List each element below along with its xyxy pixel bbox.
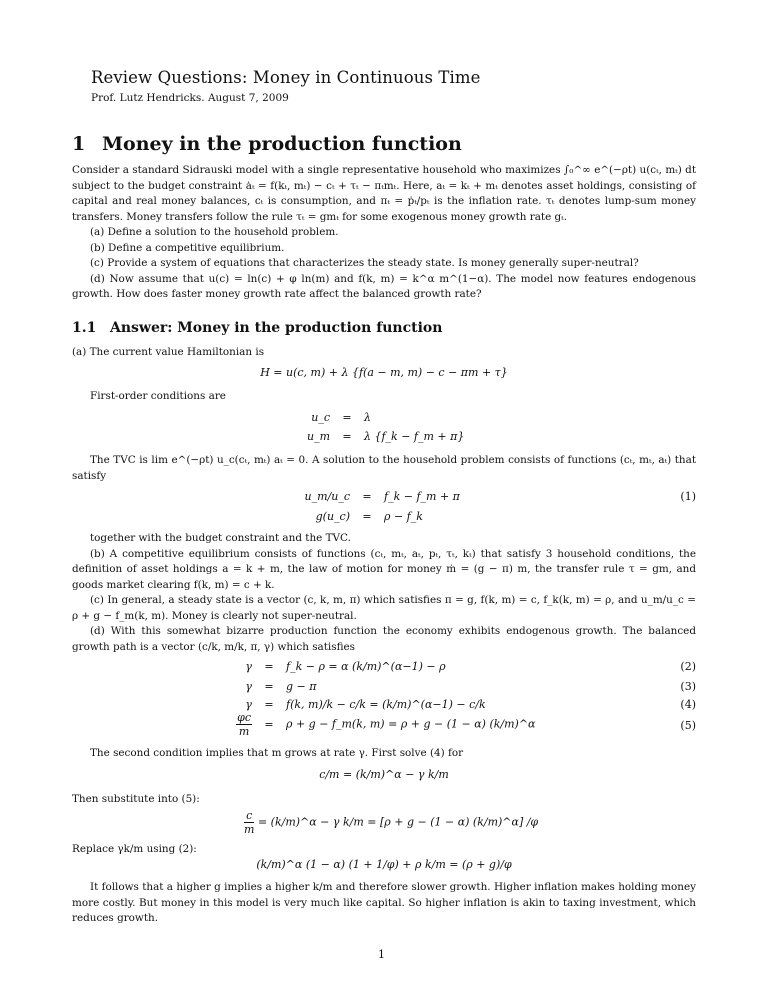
answer-b: (b) A competitive equilibrium consists of functions (cₜ, mₜ, aₜ, pₜ, τₜ, kₜ) that satisfy 3 household conditions, the definition of asset holdings a = k + m, the law of motion for money ṁ = (g − π) m, the transfer rule τ = gm, and goods market clearing f(k, m) = c + k.: [72, 547, 696, 591]
equation-relation: =: [264, 698, 274, 711]
equation-lhs: u_m/u_c: [304, 490, 350, 503]
system1-row: [265, 490, 460, 503]
equation-lhs: γ: [245, 680, 252, 693]
equation-relation: =: [362, 510, 372, 523]
budget-paragraph: together with the budget constraint and the TVC.: [90, 532, 351, 544]
substitute-paragraph: Then substitute into (5):: [72, 793, 200, 805]
question-d: (d) Now assume that u(c) = ln(c) + φ ln(m) and f(k, m) = k^α m^(1−α). The model now features endogenous growth. How does faster money growth rate affect the balanced growth rate?: [72, 272, 696, 300]
answer-body: [72, 531, 696, 655]
equation-rhs: ρ + g − f_m(k, m) = ρ + g − (1 − α) (k/m)^α: [286, 717, 536, 731]
equation-relation: =: [342, 411, 352, 424]
answer-d: (d) With this somewhat bizarre production function the economy exhibits endogenous growth. The balanced growth path is a vector (c/k, m/k, π, γ) which satisfies: [72, 625, 696, 653]
equation-rhs: f_k − f_m + π: [384, 490, 460, 503]
equation-lhs: [212, 711, 252, 738]
fraction: [244, 809, 254, 836]
equation-relation: =: [264, 717, 274, 731]
answer-c: (c) In general, a steady state is a vector (c, k, m, π) which satisfies π = g, f(k, m) = c, f_k(k, m) = ρ, and u_m/u_c = ρ + g − f_m(k, m). Money is clearly not super-neutral.: [72, 594, 696, 622]
equation-rhs: λ {f_k − f_m + π}: [364, 430, 465, 443]
equation-c-over-m: c/m = (k/m)^α − γ k/m: [319, 768, 449, 781]
foc-intro: First-order conditions are: [90, 390, 226, 402]
question-c: (c) Provide a system of equations that characterizes the steady state. Is money generally super-neutral?: [90, 257, 639, 269]
tvc-paragraph: The TVC is lim e^(−ρt) u_c(cₜ, mₜ) aₜ = 0. A solution to the household problem consists of functions (cₜ, mₜ, aₜ) that satisfy: [72, 454, 696, 482]
equation-lhs: u_c: [311, 411, 330, 424]
page-number: 1: [378, 948, 385, 961]
second-condition-paragraph: The second condition implies that m grows at rate γ. First solve (4) for: [90, 747, 464, 759]
equation-replacement: (k/m)^α (1 − α) (1 + 1/φ) + ρ k/m = (ρ + g)/φ: [256, 858, 512, 871]
document-authors: Prof. Lutz Hendricks. August 7, 2009: [91, 92, 289, 104]
equation-lhs: γ: [245, 698, 252, 711]
equation-rhs: ρ − f_k: [384, 510, 423, 523]
fraction-numerator: φc: [237, 711, 251, 724]
subsection-heading: [72, 320, 442, 336]
equation-rhs: λ: [364, 411, 371, 424]
equation-relation: =: [362, 490, 372, 503]
conclusion-paragraph: It follows that a higher g implies a higher k/m and therefore slower growth. Higher inflation makes holding money more costly. But money in this model is very much like capital. So higher inflation is akin to taxing investment, which reduces growth.: [72, 881, 696, 924]
equation-lhs: g(u_c): [315, 510, 350, 523]
system2-row: [212, 711, 536, 738]
document-title: Review Questions: Money in Continuous Time: [91, 68, 481, 87]
equation-rhs: f_k − ρ = α (k/m)^(α−1) − ρ: [286, 660, 446, 673]
equation-lhs: u_m: [306, 430, 330, 443]
foc-row: [270, 430, 464, 443]
equation-relation: =: [342, 430, 352, 443]
fraction-denominator: m: [244, 823, 255, 836]
system2-row: [212, 660, 446, 673]
equation-number-2: (2): [680, 660, 696, 673]
equation-hamiltonian: H = u(c, m) + λ {f(a − m, m) − c − πm + τ}: [260, 366, 508, 379]
equation-rhs: g − π: [286, 680, 317, 693]
equation-substitution: [244, 809, 538, 836]
equation-number-1: (1): [680, 490, 696, 503]
system2-row: [212, 698, 486, 711]
system2-row: [212, 680, 316, 693]
equation-number-3: (3): [680, 680, 696, 693]
foc-row: [270, 411, 371, 424]
fraction: [236, 711, 252, 738]
subsection-title: Answer: Money in the production function: [110, 320, 443, 336]
equation-rhs: = (k/m)^α − γ k/m = [ρ + g − (1 − α) (k/m)^α] /φ: [257, 815, 539, 829]
question-a: (a) Define a solution to the household problem.: [90, 226, 339, 238]
equation-relation: =: [264, 680, 274, 693]
equation-number-5: (5): [680, 719, 696, 732]
equation-lhs: γ: [245, 660, 252, 673]
section-intro: [72, 163, 696, 303]
section-title: Money in the production function: [102, 133, 462, 155]
equation-number-4: (4): [680, 698, 696, 711]
section-number: 1: [72, 133, 86, 155]
intro-paragraph: Consider a standard Sidrauski model with a single representative household who maximizes ∫₀^∞ e^(−ρt) u(cₜ, mₜ) dt subject to the budget constraint ȧₜ = f(kₜ, mₜ) − cₜ + τₜ − πₜmₜ. Here, aₜ = kₜ + mₜ denotes asset holdings, consisting of capital and real money balances, cₜ is consumption, and πₜ = ṗₜ/pₜ is the inflation rate. τₜ denotes lump-sum money transfers. Money transfers follow the rule τₜ = gmₜ for some exogenous money growth rate gₜ.: [72, 164, 696, 223]
equation-relation: =: [264, 660, 274, 673]
system1-row: [265, 510, 423, 523]
section-heading: [72, 133, 462, 155]
answer-a-intro: (a) The current value Hamiltonian is: [72, 346, 265, 358]
question-b: (b) Define a competitive equilibrium.: [90, 241, 285, 254]
fraction-denominator: m: [238, 725, 250, 738]
equation-rhs: f(k, m)/k − c/k = (k/m)^(α−1) − c/k: [286, 698, 486, 711]
fraction-numerator: c: [244, 809, 254, 823]
replace-paragraph: Replace γk/m using (2):: [72, 843, 197, 855]
subsection-number: 1.1: [72, 320, 97, 336]
